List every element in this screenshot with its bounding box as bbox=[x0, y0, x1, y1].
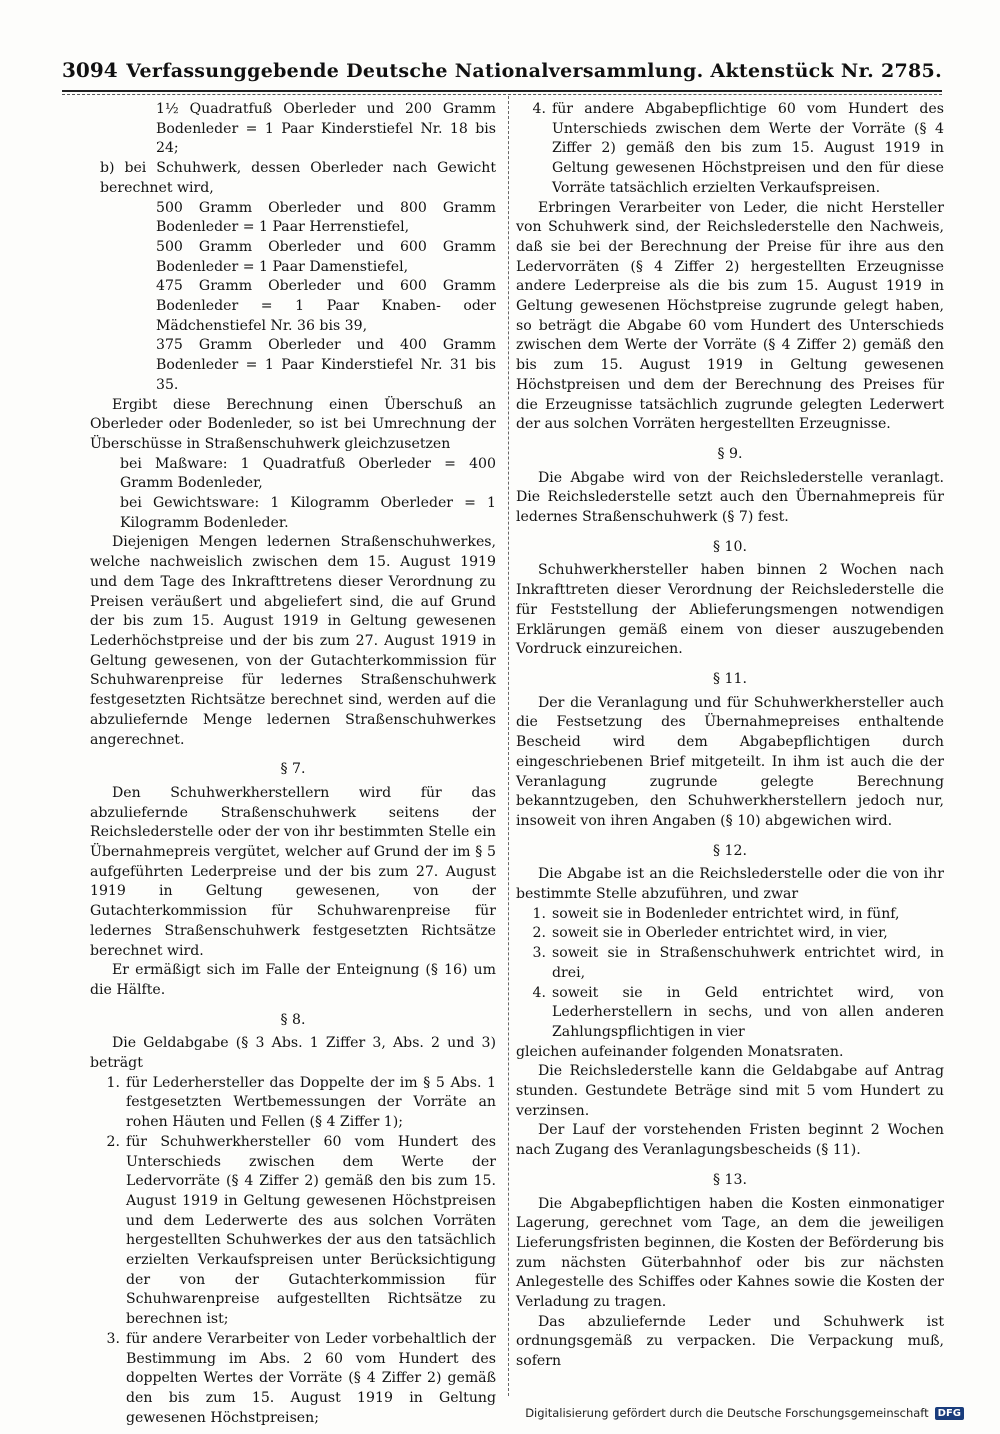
paragraph: Den Schuhwerkherstellern wird für das abzuliefernde Straßenschuhwerk seitens der Reichslederstelle oder der von ihr bestimmten Stelle ein Übernahmepreis vergütet, welcher auf Grund der im § 5 aufgeführten Lederpreise und der bis zum 27. August 1919 in Geltung gewesenen, von der Gutachterkommission für Schuhwarenpreise für ledernes Straßenschuhwerk festgesetzten Richtsätze berechnet wird. bbox=[90, 784, 496, 959]
page-header bbox=[62, 58, 942, 88]
list-number: 1. bbox=[106, 1074, 120, 1091]
list-number: 4. bbox=[532, 101, 546, 117]
paragraph: Er ermäßigt sich im Falle der Enteignung (§ 16) um die Hälfte. bbox=[90, 962, 496, 998]
header-rule bbox=[62, 90, 942, 92]
dfg-logo: DFG bbox=[935, 1407, 964, 1420]
b-item: 500 Gramm Oberleder und 800 Gramm Bodenleder = 1 Paar Herrenstiefel, bbox=[156, 199, 496, 236]
paragraph: Ergibt diese Berechnung einen Überschuß an Oberleder oder Bodenleder, so ist bei Umrechnung der Überschüsse in Straßenschuhwerk gleichzusetzen bbox=[90, 396, 496, 452]
paragraph: Erbringen Verarbeiter von Leder, die nicht Hersteller von Schuhwerk sind, der Reichslederstelle den Nachweis, daß sie bei der Berechnung der Preise für ihre aus den Ledervorräten (§ 4 Ziffer 2) hergestellten Erzeugnisse andere Lederpreise als die bis zum 15. August 1919 in Geltung gewesenen Höchstpreise zugrunde gelegt haben, so beträgt die Abgabe 60 vom Hundert des Unterschieds zwischen dem Werte der Vorräte (§ 4 Ziffer 2) gemäß den bis zum 15. August 1919 in Geltung gewesenen Höchstpreisen und dem der Berechnung des Preises für die Erzeugnisse tatsächlich zugrunde gelegten Lederwert der aus solchen Vorräten hergestellten Erzeugnisse. bbox=[516, 199, 944, 433]
list-number: 2. bbox=[532, 925, 546, 942]
paragraph: Die Geldabgabe (§ 3 Abs. 1 Ziffer 3, Abs. 2 und 3) beträgt bbox=[90, 1035, 496, 1072]
paragraph: Schuhwerkhersteller haben binnen 2 Wochen nach Inkrafttreten dieser Verordnung der Reichslederstelle die für Feststellung der Ablieferungsmengen notwendigen Erklärungen gemäß einem von dieser auszugebenden Vordruck einzureichen. bbox=[516, 562, 944, 658]
column-divider bbox=[508, 96, 509, 1396]
list-text: soweit sie in Bodenleder entrichtet wird, in fünf, bbox=[552, 905, 900, 922]
header-rule-dashed bbox=[62, 94, 942, 95]
footer-credit bbox=[525, 1406, 964, 1420]
paragraph: Das abzuliefernde Leder und Schuhwerk ist ordnungsgemäß zu verpacken. Die Verpackung muß, sofern bbox=[516, 1313, 944, 1370]
section-heading: § 10. bbox=[713, 538, 747, 555]
left-column bbox=[90, 100, 496, 1428]
section-heading: § 11. bbox=[713, 670, 747, 687]
list-text: soweit sie in Oberleder entrichtet wird, in vier, bbox=[552, 925, 888, 942]
paragraph: gleichen aufeinander folgenden Monatsraten. bbox=[516, 1043, 844, 1060]
conversion-line: bei Gewichtsware: 1 Kilogramm Oberleder = 1 Kilogramm Bodenleder. bbox=[120, 495, 496, 531]
b-item: 375 Gramm Oberleder und 400 Gramm Bodenleder = 1 Paar Kinderstiefel Nr. 31 bis 35. bbox=[156, 337, 496, 393]
list-number: 2. bbox=[106, 1133, 120, 1150]
paragraph: Die Abgabepflichtigen haben die Kosten einmonatiger Lagerung, gerechnet vom Tage, an dem die jeweiligen Lieferungsfristen beginnen, die Kosten der Beförderung bis zum nächsten Güterbahnhof oder bis zur nächsten Anlegestelle des Schiffes oder Kahnes sowie die Kosten der Verladung zu tragen. bbox=[516, 1195, 944, 1311]
list-number: 3. bbox=[106, 1330, 120, 1347]
list-item bbox=[516, 944, 944, 983]
list-number: 1. bbox=[532, 905, 546, 922]
b-item: 500 Gramm Oberleder und 600 Gramm Bodenleder = 1 Paar Damenstiefel, bbox=[156, 238, 496, 275]
paragraph: Die Reichslederstelle kann die Geldabgabe auf Antrag stunden. Gestundete Beträge sind mit 5 vom Hundert zu verzinsen. bbox=[516, 1063, 944, 1119]
running-title: Verfassunggebende Deutsche Nationalversammlung. Aktenstück Nr. 2785. bbox=[126, 60, 942, 82]
list-text: für andere Verarbeiter von Leder vorbehaltlich der Bestimmung im Abs. 2 60 vom Hundert des doppelten Wertes der Vorräte (§ 4 Ziffer 2) gemäß den bis zum 15. August 1919 in Geltung gewesenen Höchstpreisen; bbox=[126, 1330, 496, 1426]
list-item bbox=[516, 100, 944, 199]
list-item bbox=[516, 924, 944, 944]
b-intro: b) bei Schuhwerk, dessen Oberleder nach Gewicht berechnet wird, bbox=[100, 160, 496, 196]
b-item: 475 Gramm Oberleder und 600 Gramm Bodenleder = 1 Paar Knaben- oder Mädchenstiefel Nr. 36 bis 39, bbox=[156, 278, 496, 334]
list-number: 3. bbox=[532, 945, 546, 962]
paragraph: Die Abgabe wird von der Reichslederstelle veranlagt. Die Reichslederstelle setzt auch den Übernahmepreis für ledernes Straßenschuhwerk (§ 7) fest. bbox=[516, 469, 944, 526]
footer-text: Digitalisierung gefördert durch die Deutsche Forschungsgemeinschaft bbox=[525, 1406, 929, 1420]
list-text: für Schuhwerkhersteller 60 vom Hundert des Unterschieds zwischen dem Werte der Ledervorräte (§ 4 Ziffer 2) gemäß den bis zum 15. August 1919 in Geltung gewesenen Höchstpreisen und dem Lederwerte des aus solchen Vorräten hergestellten Schuhwerkes der aus den tatsächlich erzielten Verkaufspreisen unter Berücksichtigung der von der Gutachterkommission für Schuhwarenpreise aufgestellten Richtsätze zu berechnen ist; bbox=[126, 1133, 496, 1328]
paragraph: Diejenigen Mengen ledernen Straßenschuhwerkes, welche nachweislich zwischen dem 15. August 1919 und dem Tage des Inkrafttretens dieser Verordnung zu Preisen veräußert und abgeliefert sind, die auf Grund der bis zum 15. August 1919 in Geltung gewesenen Lederhöchstpreise und der bis zum 27. August 1919 in Geltung gewesenen, von der Gutachterkommission für Schuhwarenpreise für ledernes Straßenschuhwerk festgesetzten Richtsätze berechnet sind, werden auf die abzuliefernde Menge ledernen Straßenschuhwerkes angerechnet. bbox=[90, 534, 496, 748]
list-number: 4. bbox=[532, 984, 546, 1001]
list-item bbox=[90, 1330, 496, 1429]
paragraph: Die Abgabe ist an die Reichslederstelle oder die von ihr bestimmte Stelle abzuführen, und zwar bbox=[516, 866, 944, 903]
right-column bbox=[516, 100, 944, 1372]
paragraph: Der die Veranlagung und für Schuhwerkhersteller auch die Festsetzung des Übernahmepreises enthaltende Bescheid wird dem Abgabepflichtigen durch eingeschriebenen Brief mitgeteilt. In ihm ist auch die der Veranlagung zugrunde gelegte Berechnung bekanntzugeben, den Schuhwerkherstellern jedoch nur, insoweit von ihren Angaben (§ 10) abgewichen wird. bbox=[516, 694, 944, 829]
page-number: 3094 bbox=[62, 58, 118, 82]
list-text: soweit sie in Geld entrichtet wird, von Lederherstellern in sechs, und von allen anderen Zahlungspflichtigen in vier bbox=[552, 984, 944, 1040]
list-item bbox=[516, 905, 944, 925]
list-item bbox=[90, 1074, 496, 1133]
conversion-line: bei Maßware: 1 Quadratfuß Oberleder = 400 Gramm Bodenleder, bbox=[120, 455, 496, 492]
list-text: für Lederhersteller das Doppelte der im § 5 Abs. 1 festgesetzten Wertbemessungen der Vorräte an rohen Häuten und Fellen (§ 4 Ziffer 1); bbox=[126, 1074, 496, 1131]
paragraph: Der Lauf der vorstehenden Fristen beginnt 2 Wochen nach Zugang des Veranlagungsbescheids (§ 11). bbox=[516, 1122, 944, 1159]
list-text: für andere Abgabepflichtige 60 vom Hundert des Unterschieds zwischen dem Werte der Vorräte (§ 4 Ziffer 2) gemäß den bis zum 15. August 1919 in Geltung gewesenen Höchstpreisen und den für diese Vorräte tatsächlich erzielten Verkaufspreisen. bbox=[552, 101, 944, 196]
list-item bbox=[90, 1133, 496, 1330]
section-heading: § 13. bbox=[713, 1171, 747, 1188]
list-item bbox=[516, 984, 944, 1043]
list-text: soweit sie in Straßenschuhwerk entrichtet wird, in drei, bbox=[552, 945, 944, 981]
section-heading: § 7. bbox=[280, 761, 306, 778]
section-heading: § 8. bbox=[280, 1011, 306, 1028]
section-heading: § 9. bbox=[717, 445, 743, 462]
a-line: 1½ Quadratfuß Oberleder und 200 Gramm Bodenleder = 1 Paar Kinderstiefel Nr. 18 bis 24; bbox=[156, 101, 496, 157]
section-heading: § 12. bbox=[713, 842, 747, 859]
